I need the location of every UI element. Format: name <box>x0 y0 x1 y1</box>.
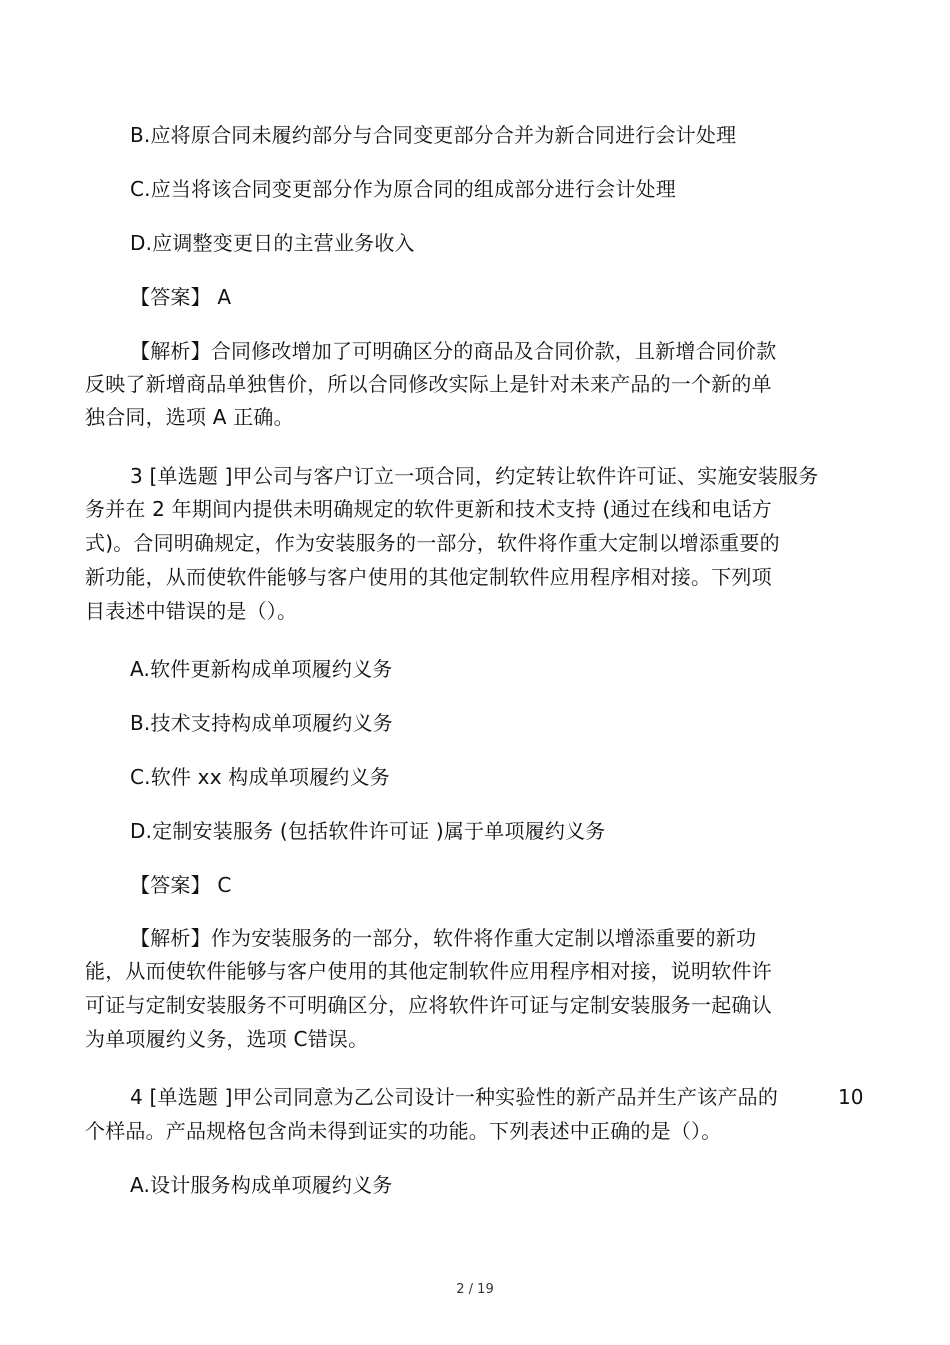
analysis-line: 【解析】合同修改增加了可明确区分的商品及合同价款，且新增合同价款 <box>130 339 777 363</box>
analysis-line: 能，从而使软件能够与客户使用的其他定制软件应用程序相对接，说明软件许 <box>85 959 772 983</box>
analysis-line: 独合同，选项 A 正确。 <box>85 405 294 429</box>
question-stem-line: 务并在 2 年期间内提供未明确规定的软件更新和技术支持 (通过在线和电话方 <box>85 497 772 521</box>
option-b: B.技术支持构成单项履约义务 <box>130 711 393 735</box>
analysis-line: 【解析】作为安装服务的一部分，软件将作重大定制以增添重要的新功 <box>130 926 757 950</box>
question-stem-line: 个样品。产品规格包含尚未得到证实的功能。下列表述中正确的是（）。 <box>85 1119 722 1143</box>
question-stem-line: 目表述中错误的是（）。 <box>85 599 298 623</box>
option-b: B.应将原合同未履约部分与合同变更部分合并为新合同进行会计处理 <box>130 123 737 147</box>
question-stem-line: 式)。合同明确规定，作为安装服务的一部分，软件将作重大定制以增添重要的 <box>85 531 780 555</box>
analysis-line: 为单项履约义务，选项 C错误。 <box>85 1027 369 1051</box>
option-a: A.设计服务构成单项履约义务 <box>130 1173 393 1197</box>
question-stem-line: 3 [单选题 ]甲公司与客户订立一项合同，约定转让软件许可证、实施安装服务 <box>130 464 819 488</box>
answer-label: 【答案】 A <box>130 285 232 309</box>
option-c: C.软件 xx 构成单项履约义务 <box>130 765 390 789</box>
question-stem-line: 新功能，从而使软件能够与客户使用的其他定制软件应用程序相对接。下列项 <box>85 565 772 589</box>
analysis-line: 反映了新增商品单独售价，所以合同修改实际上是针对未来产品的一个新的单 <box>85 372 772 396</box>
question-stem-number: 10 <box>838 1085 864 1109</box>
option-a: A.软件更新构成单项履约义务 <box>130 657 393 681</box>
analysis-line: 可证与定制安装服务不可明确区分，应将软件许可证与定制安装服务一起确认 <box>85 993 772 1017</box>
option-c: C.应当将该合同变更部分作为原合同的组成部分进行会计处理 <box>130 177 676 201</box>
option-d: D.定制安装服务 (包括软件许可证 )属于单项履约义务 <box>130 819 606 843</box>
answer-label: 【答案】 C <box>130 873 232 897</box>
page-indicator: 2 / 19 <box>456 1282 494 1297</box>
question-stem-line: 4 [单选题 ]甲公司同意为乙公司设计一种实验性的新产品并生产该产品的 <box>130 1085 779 1109</box>
option-d: D.应调整变更日的主营业务收入 <box>130 231 415 255</box>
